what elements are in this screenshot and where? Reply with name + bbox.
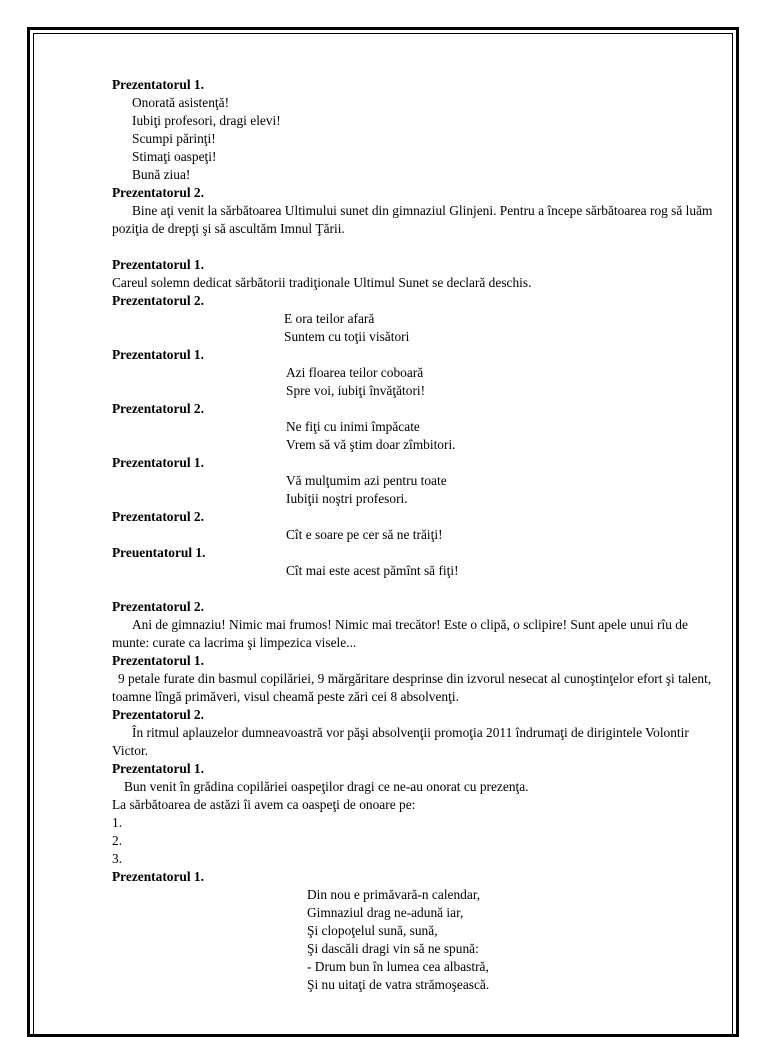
poem-line: Gimnaziul drag ne-adună iar, <box>307 905 464 920</box>
greeting-line: Bună ziua! <box>132 167 191 182</box>
speaker-label: Prezentatorul 1. <box>112 77 204 92</box>
guests-intro-line: Bun venit în grădina copilăriei oaspeţilor dragi ce ne-au onorat cu prezenţa. <box>124 779 529 794</box>
poem-line: Iubiţii noştri profesori. <box>286 491 408 506</box>
greeting-line: Onorată asistenţă! <box>132 95 230 110</box>
speaker-label: Prezentatorul 2. <box>112 293 204 308</box>
speaker-label: Preuentatorul 1. <box>112 545 206 560</box>
gymnasium-paragraph: Ani de gimnaziu! Nimic mai frumos! Nimic mai trecător! Este o clipă, o sclipire! Sunt apele unui rîu de munte: curate ca lacrima şi limpezica visele... <box>112 617 688 650</box>
guest-list-item: 1. <box>112 815 123 830</box>
blank-line <box>112 238 718 256</box>
guest-list-item: 3. <box>112 851 123 866</box>
opening-line: Careul solemn dedicat sărbătorii tradiţionale Ultimul Sunet se declară deschis. <box>112 275 532 290</box>
poem-line: Suntem cu toţii visători <box>284 329 410 344</box>
poem-line: Vă mulţumim azi pentru toate <box>286 473 447 488</box>
poem-line: Azi floarea teilor coboară <box>286 365 424 380</box>
poem-line: Vrem să vă ştim doar zîmbitori. <box>286 437 456 452</box>
speaker-label: Prezentatorul 2. <box>112 185 204 200</box>
blank-line <box>112 580 718 598</box>
poem-line: Spre voi, iubiţi învăţători! <box>286 383 426 398</box>
speaker-label: Prezentatorul 1. <box>112 347 204 362</box>
poem-line: Cît mai este acest pămînt să fiţi! <box>286 563 459 578</box>
greeting-line: Iubiţi profesori, dragi elevi! <box>132 113 281 128</box>
poem-line: - Drum bun în lumea cea albastră, <box>307 959 489 974</box>
guests-line: La sărbătoarea de astăzi îi avem ca oaspeţi de onoare pe: <box>112 797 416 812</box>
speaker-label: Prezentatorul 2. <box>112 509 204 524</box>
speaker-label: Prezentatorul 2. <box>112 599 204 614</box>
poem-line: Ne fiţi cu inimi împăcate <box>286 419 420 434</box>
poem-line: Cît e soare pe cer să ne trăiţi! <box>286 527 443 542</box>
poem-line: E ora teilor afară <box>284 311 375 326</box>
speaker-label: Prezentatorul 1. <box>112 761 204 776</box>
poem-line: Din nou e primăvară-n calendar, <box>307 887 481 902</box>
poem-line: Şi clopoţelul sună, sună, <box>307 923 438 938</box>
document-body <box>112 76 718 994</box>
greeting-line: Scumpi părinţi! <box>132 131 216 146</box>
greeting-line: Stimaţi oaspeţi! <box>132 149 217 164</box>
speaker-label: Prezentatorul 2. <box>112 401 204 416</box>
speaker-label: Prezentatorul 1. <box>112 653 204 668</box>
rhythm-paragraph: În ritmul aplauzelor dumneavoastră vor păşi absolvenţii promoţia 2011 îndrumaţi de dirigintele Volontir Victor. <box>112 725 689 758</box>
welcome-paragraph: Bine aţi venit la sărbătoarea Ultimului sunet din gimnaziul Glinjeni. Pentru a începe sărbătoarea rog să luăm poziţia de drepţi şi să ascultăm Imnul Ţării. <box>112 203 713 236</box>
poem-line: Şi nu uitaţi de vatra strămoşească. <box>307 977 490 992</box>
speaker-label: Prezentatorul 1. <box>112 257 204 272</box>
petals-paragraph: 9 petale furate din basmul copilăriei, 9 mărgăritare desprinse din izvorul nesecat al cunoştinţelor efort şi talent, toamne lîngă primăveri, visul cheamă peste zări cei 8 absolvenţi. <box>112 671 712 704</box>
speaker-label: Prezentatorul 1. <box>112 869 204 884</box>
guest-list-item: 2. <box>112 833 123 848</box>
poem-line: Şi dascăli dragi vin să ne spună: <box>307 941 479 956</box>
speaker-label: Prezentatorul 1. <box>112 455 204 470</box>
speaker-label: Prezentatorul 2. <box>112 707 204 722</box>
